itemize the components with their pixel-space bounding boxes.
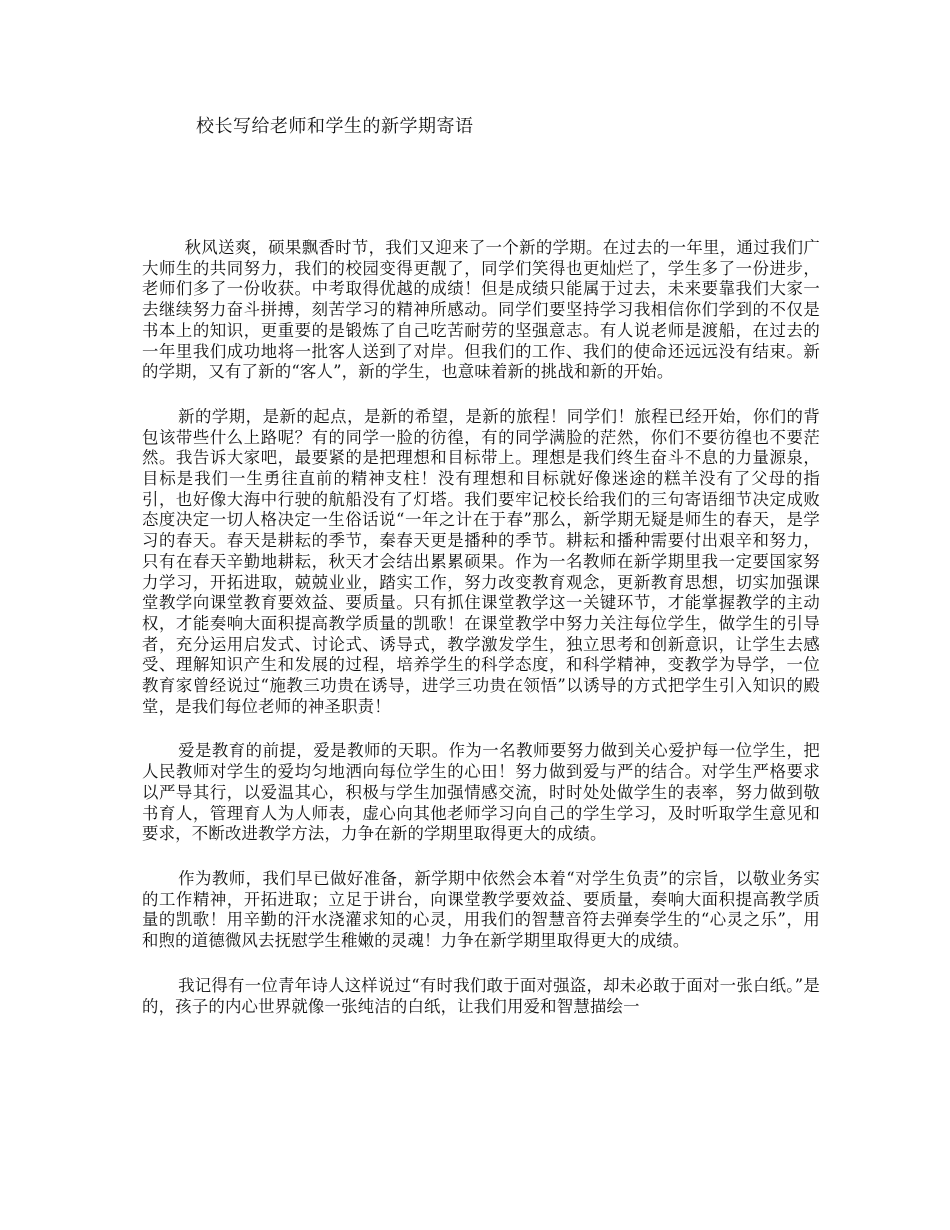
paragraph-love-education: 爱是教育的前提，爱是教师的天职。作为一名教师要努力做到关心爱护每一位学生，把人民教师对学生的爱均匀地洒向每位学生的心田！努力做到爱与严的结合。对学生严格要求以严导其行，以爱温其心，积极与学生加强情感交流，时时处处做学生的表率，努力做到敬书育人，管理育人为人师表，虚心向其他老师学习向自己的学生学习，及时听取学生意见和要求，不断改进教学方法，力争在新的学期里取得更大的成绩。 (142, 741, 820, 844)
document-title: 校长写给老师和学生的新学期寄语 (196, 116, 474, 137)
paragraph-autumn-greeting: 秋风送爽，硕果飘香时节，我们又迎来了一个新的学期。在过去的一年里，通过我们广大师生的共同努力，我们的校园变得更靓了，同学们笑得也更灿烂了，学生多了一份进步，老师们多了一份收获。中考取得优越的成绩！但是成绩只能属于过去，未来要靠我们大家一去继续努力奋斗拼搏，刻苦学习的精神所感动。同学们要坚持学习我相信你们学到的不仅是书本上的知识，更重要的是锻炼了自己吃苦耐劳的坚强意志。有人说老师是渡船，在过去的一年里我们成功地将一批客人送到了对岸。但我们的工作、我们的使命还远远没有结束。新的学期，又有了新的“客人”，新的学生，也意味着新的挑战和新的开始。 (142, 238, 820, 382)
paragraph-new-semester: 新的学期，是新的起点，是新的希望，是新的旅程！同学们！旅程已经开始，你们的背包该带些什么上路呢？有的同学一脸的彷徨，有的同学满脸的茫然，你们不要彷徨也不要茫然。我告诉大家吧，最要紧的是把理想和目标带上。理想是我们终生奋斗不息的力量源泉，目标是我们一生勇往直前的精神支柱！没有理想和目标就好像迷途的糕羊没有了父母的指引，也好像大海中行驶的航船没有了灯塔。我们要牢记校长给我们的三句寄语细节决定成败态度决定一切人格决定一生俗话说“一年之计在于春”那么，新学期无疑是师生的春天，是学习的春天。春天是耕耘的季节，秦春天更是播种的季节。耕耘和播种需要付出艰辛和努力，只有在春天辛勤地耕耘，秋天才会结出累累硕果。作为一名教师在新学期里我一定要国家努力学习，开拓进取，兢兢业业，踏实工作，努力改变教育观念，更新教育思想，切实加强课堂教学向课堂教育要效益、要质量。只有抓住课堂教学这一关键环节，才能掌握教学的主动权，才能奏响大面积提高教学质量的凯歌！在课堂教学中努力关注每位学生，做学生的引导者，充分运用启发式、讨论式、诱导式，教学激发学生，独立思考和创新意识，让学生去感受、理解知识产生和发展的过程，培养学生的科学态度，和科学精神，变教学为导学，一位教育家曾经说过“施教三功贵在诱导，进学三功贵在领悟”以诱导的方式把学生引入知识的殿堂，是我们每位老师的神圣职责！ (142, 406, 820, 716)
paragraph-teacher-readiness: 作为教师，我们早已做好准备，新学期中依然会本着“对学生负责”的宗旨，以敬业务实的工作精神，开拓进取；立足于讲台，向课堂教学要效益、要质量，奏响大面积提高教学质量的凯歌！用辛勤的汗水浇灌求知的心灵，用我们的智慧音符去弹奏学生的“心灵之乐”，用和煦的道德微风去抚慰学生稚嫩的灵魂！力争在新学期里取得更大的成绩。 (142, 868, 820, 951)
document-body (142, 238, 820, 1041)
paragraph-poet-quote: 我记得有一位青年诗人这样说过“有时我们敢于面对强盗，却未必敢于面对一张白纸。”是的，孩子的内心世界就像一张纯洁的白纸，让我们用爱和智慧描绘一 (142, 975, 820, 1016)
